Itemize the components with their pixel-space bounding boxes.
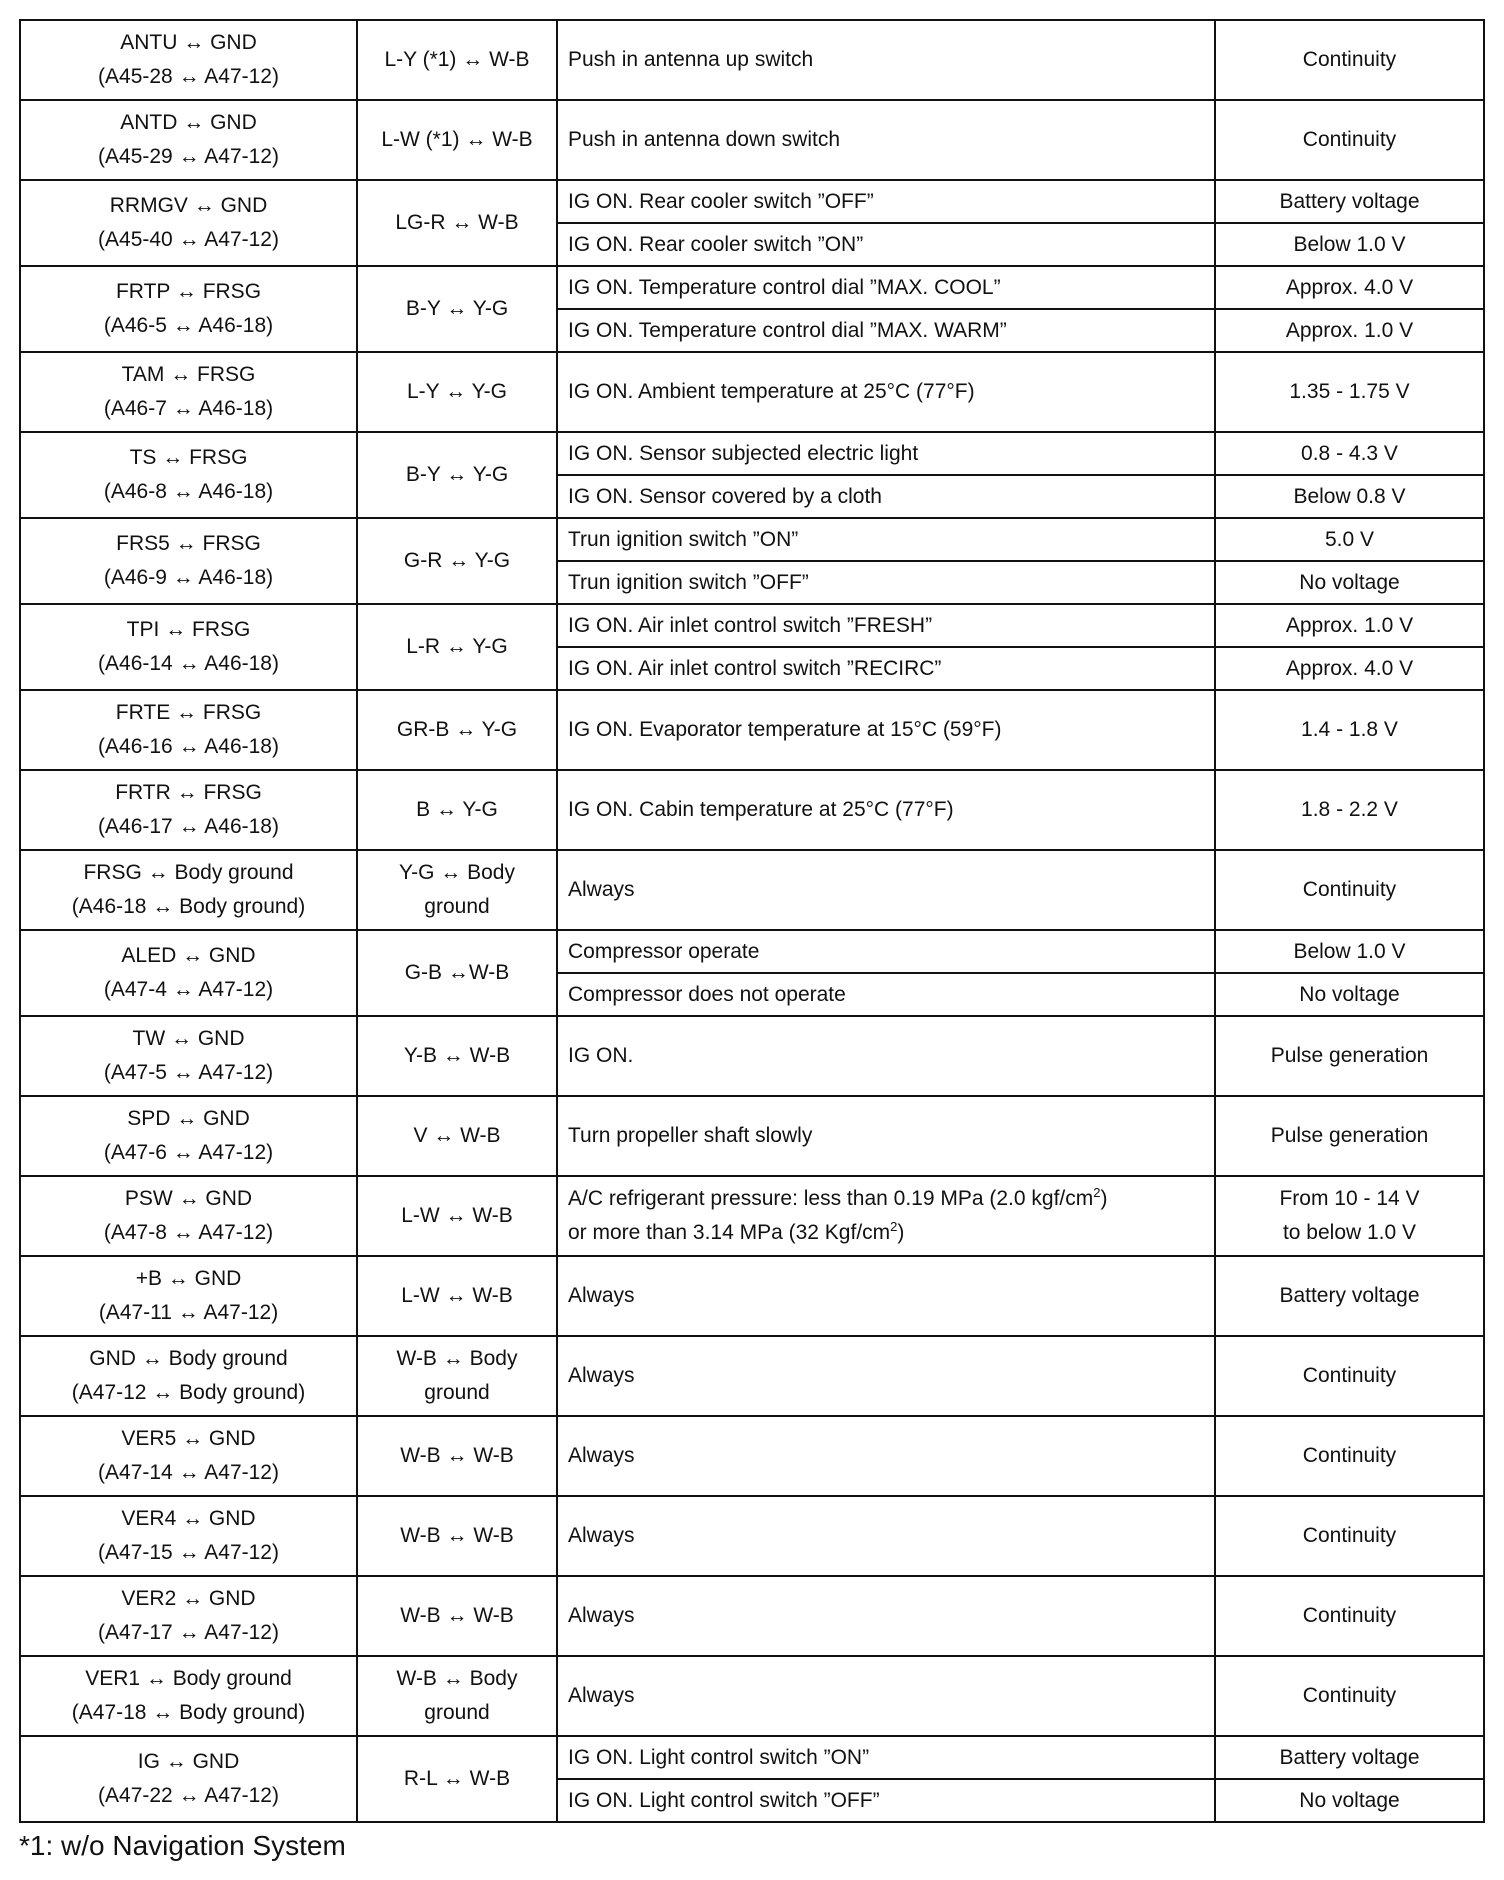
- table-row: [20, 1416, 1484, 1496]
- condition-cell: [557, 973, 1215, 1016]
- table-row: [20, 180, 1484, 223]
- cell-line: L-W (*1) ↔ W-B: [381, 128, 533, 151]
- specified-condition-cell: [1215, 309, 1484, 352]
- table-row: [20, 850, 1484, 930]
- condition-cell: [557, 266, 1215, 309]
- spec-line: 0.8 - 4.3 V: [1301, 441, 1398, 465]
- spec-line: Below 0.8 V: [1293, 484, 1406, 508]
- condition-line: Trun ignition switch ”ON”: [568, 527, 799, 551]
- cell-line: (A47-11 ↔ A47-12): [98, 1301, 279, 1324]
- condition-line: Compressor operate: [568, 939, 760, 963]
- table-row: [20, 1496, 1484, 1576]
- condition-cell: [557, 1656, 1215, 1736]
- cell-line: TW ↔ GND: [132, 1027, 245, 1050]
- condition-cell: [557, 1576, 1215, 1656]
- condition-cell: [557, 1496, 1215, 1576]
- terminal-cell: [20, 1096, 357, 1176]
- spec-line: Continuity: [1302, 878, 1397, 901]
- specified-condition-cell: [1215, 647, 1484, 690]
- condition-line: IG ON. Ambient temperature at 25°C (77°F): [568, 380, 975, 403]
- specified-condition-cell: [1215, 973, 1484, 1016]
- spec-line: Continuity: [1302, 1524, 1397, 1547]
- cell-line: SPD ↔ GND: [127, 1107, 250, 1130]
- terminal-cell: [20, 1496, 357, 1576]
- cell-line: PSW ↔ GND: [124, 1187, 253, 1210]
- wiring-color-cell: [357, 1416, 557, 1496]
- footnote: *1: w/o Navigation System: [19, 1830, 346, 1861]
- terminal-cell: [20, 1736, 357, 1822]
- cell-line: B ↔ Y-G: [416, 798, 498, 821]
- wiring-color-cell: [357, 352, 557, 432]
- spec-line: Approx. 1.0 V: [1285, 318, 1414, 342]
- condition-cell: [557, 930, 1215, 973]
- condition-line: IG ON. Evaporator temperature at 15°C (59°F): [568, 718, 1002, 741]
- cell-line: (A46-16 ↔ A46-18): [98, 735, 279, 758]
- spec-line: No voltage: [1299, 982, 1400, 1006]
- spec-line: No voltage: [1299, 570, 1400, 594]
- condition-line: Turn propeller shaft slowly: [568, 1124, 813, 1147]
- condition-line: Push in antenna down switch: [568, 128, 841, 151]
- wiring-color-cell: [357, 518, 557, 604]
- spec-line: Below 1.0 V: [1293, 939, 1406, 963]
- condition-cell: [557, 180, 1215, 223]
- cell-line: Y-G ↔ Body: [399, 861, 515, 884]
- spec-line: Continuity: [1302, 1684, 1397, 1707]
- specified-condition-cell: [1215, 180, 1484, 223]
- specified-condition-cell: [1215, 1256, 1484, 1336]
- spec-line: Battery voltage: [1279, 189, 1420, 213]
- wiring-color-cell: [357, 100, 557, 180]
- condition-cell: [557, 223, 1215, 266]
- spec-line: Approx. 4.0 V: [1285, 275, 1414, 299]
- table-row: [20, 432, 1484, 475]
- wiring-color-cell: [357, 266, 557, 352]
- terminal-cell: [20, 432, 357, 518]
- wiring-color-cell: [357, 850, 557, 930]
- cell-line: R-L ↔ W-B: [403, 1767, 511, 1790]
- cell-line: VER5 ↔ GND: [121, 1427, 256, 1450]
- table-row: [20, 604, 1484, 647]
- wiring-color-cell: [357, 1656, 557, 1736]
- cell-line: +B ↔ GND: [135, 1267, 242, 1290]
- condition-line: Always: [568, 1604, 635, 1627]
- table-row: [20, 1656, 1484, 1736]
- condition-cell: [557, 1736, 1215, 1779]
- cell-line: W-B ↔ W-B: [400, 1604, 514, 1627]
- table-body: [20, 20, 1484, 1822]
- terminal-cell: [20, 1176, 357, 1256]
- table-row: [20, 1016, 1484, 1096]
- spec-line: 1.35 - 1.75 V: [1289, 380, 1410, 403]
- table-row: [20, 930, 1484, 973]
- cell-line: (A46-14 ↔ A46-18): [98, 652, 279, 675]
- cell-line: (A46-8 ↔ A46-18): [103, 480, 274, 503]
- condition-cell: [557, 690, 1215, 770]
- terminal-cell: [20, 770, 357, 850]
- condition-line: IG ON. Sensor covered by a cloth: [568, 484, 882, 508]
- wiring-color-cell: [357, 432, 557, 518]
- condition-cell: [557, 20, 1215, 100]
- cell-line: LG-R ↔ W-B: [395, 211, 519, 234]
- cell-line: Y-B ↔ W-B: [403, 1044, 511, 1067]
- wiring-color-cell: [357, 1336, 557, 1416]
- condition-line: Always: [568, 1284, 635, 1307]
- cell-line: (A47-6 ↔ A47-12): [103, 1141, 274, 1164]
- cell-line: FRSG ↔ Body ground: [83, 861, 294, 884]
- cell-line: TPI ↔ FRSG: [126, 618, 251, 641]
- condition-cell: [557, 604, 1215, 647]
- wiring-color-cell: [357, 604, 557, 690]
- cell-line: (A47-5 ↔ A47-12): [103, 1061, 274, 1084]
- condition-cell: [557, 1256, 1215, 1336]
- cell-line: (A46-17 ↔ A46-18): [98, 815, 279, 838]
- cell-line: B-Y ↔ Y-G: [405, 297, 509, 320]
- cell-line: (A47-14 ↔ A47-12): [98, 1461, 279, 1484]
- cell-line: L-W ↔ W-B: [401, 1204, 513, 1227]
- cell-line: (A46-9 ↔ A46-18): [103, 566, 274, 589]
- wiring-color-cell: [357, 1256, 557, 1336]
- wiring-color-cell: [357, 1496, 557, 1576]
- cell-line: ground: [424, 895, 490, 918]
- condition-line: Always: [568, 1364, 635, 1387]
- condition-line: Always: [568, 878, 635, 901]
- spec-line: Approx. 4.0 V: [1285, 656, 1414, 680]
- table-row: [20, 1736, 1484, 1779]
- condition-cell: [557, 561, 1215, 604]
- cell-line: GND ↔ Body ground: [89, 1347, 288, 1370]
- condition-line: IG ON. Cabin temperature at 25°C (77°F): [568, 798, 954, 821]
- cell-line: B-Y ↔ Y-G: [405, 463, 509, 486]
- wiring-color-cell: [357, 20, 557, 100]
- condition-line: or more than 3.14 MPa (32 Kgf/$cm^2$): [568, 1219, 905, 1244]
- specified-condition-cell: [1215, 690, 1484, 770]
- specified-condition-cell: [1215, 20, 1484, 100]
- cell-line: IG ↔ GND: [137, 1750, 240, 1773]
- condition-line: Trun ignition switch ”OFF”: [568, 570, 809, 594]
- specified-condition-cell: [1215, 1416, 1484, 1496]
- cell-line: (A46-18 ↔ Body ground): [71, 895, 306, 918]
- condition-line: A/C refrigerant pressure: less than 0.19 MPa (2.0 kgf/$cm^2$): [568, 1185, 1108, 1210]
- spec-line: From 10 - 14 V: [1279, 1187, 1420, 1210]
- spec-line: Pulse generation: [1270, 1124, 1429, 1147]
- condition-cell: [557, 1779, 1215, 1822]
- condition-cell: [557, 770, 1215, 850]
- cell-line: RRMGV ↔ GND: [109, 194, 268, 217]
- condition-cell: [557, 1336, 1215, 1416]
- cell-line: ground: [424, 1381, 490, 1404]
- spec-line: 1.8 - 2.2 V: [1301, 798, 1398, 821]
- specified-condition-cell: [1215, 604, 1484, 647]
- wiring-color-cell: [357, 1096, 557, 1176]
- cell-line: L-Y ↔ Y-G: [407, 380, 507, 403]
- cell-line: FRTE ↔ FRSG: [115, 701, 262, 724]
- specified-condition-cell: [1215, 850, 1484, 930]
- condition-cell: [557, 1176, 1215, 1256]
- cell-line: L-Y (*1) ↔ W-B: [384, 48, 530, 71]
- specified-condition-cell: [1215, 223, 1484, 266]
- cell-line: ANTD ↔ GND: [120, 111, 257, 134]
- wiring-color-cell: [357, 770, 557, 850]
- table-row: [20, 20, 1484, 100]
- condition-cell: [557, 647, 1215, 690]
- cell-line: (A47-18 ↔ Body ground): [71, 1701, 306, 1724]
- cell-line: VER2 ↔ GND: [121, 1587, 256, 1610]
- cell-line: TAM ↔ FRSG: [121, 363, 256, 386]
- cell-line: ground: [424, 1701, 490, 1724]
- terminal-cell: [20, 850, 357, 930]
- wiring-color-cell: [357, 1016, 557, 1096]
- specified-condition-cell: [1215, 1336, 1484, 1416]
- terminal-cell: [20, 690, 357, 770]
- spec-line: Pulse generation: [1270, 1044, 1429, 1067]
- spec-line: Approx. 1.0 V: [1285, 613, 1414, 637]
- condition-cell: [557, 352, 1215, 432]
- wiring-color-cell: [357, 1736, 557, 1822]
- spec-line: Battery voltage: [1279, 1284, 1420, 1307]
- condition-line: IG ON. Air inlet control switch ”RECIRC”: [568, 656, 942, 680]
- condition-line: IG ON. Temperature control dial ”MAX. WARM”: [568, 318, 1007, 342]
- table-row: [20, 100, 1484, 180]
- spec-line: Continuity: [1302, 48, 1397, 71]
- cell-line: (A47-15 ↔ A47-12): [98, 1541, 279, 1564]
- specified-condition-cell: [1215, 1176, 1484, 1256]
- specified-condition-cell: [1215, 1016, 1484, 1096]
- spec-line: 1.4 - 1.8 V: [1301, 718, 1398, 741]
- terminal-cell: [20, 1256, 357, 1336]
- specified-condition-cell: [1215, 1496, 1484, 1576]
- cell-line: VER1 ↔ Body ground: [85, 1667, 292, 1690]
- cell-line: G-R ↔ Y-G: [403, 549, 511, 572]
- wiring-color-cell: [357, 1576, 557, 1656]
- terminal-cell: [20, 1656, 357, 1736]
- spec-line: Battery voltage: [1279, 1745, 1420, 1769]
- specified-condition-cell: [1215, 1576, 1484, 1656]
- cell-line: VER4 ↔ GND: [121, 1507, 256, 1530]
- condition-line: Always: [568, 1444, 635, 1467]
- wiring-color-cell: [357, 690, 557, 770]
- cell-line: (A45-40 ↔ A47-12): [98, 228, 279, 251]
- terminal-cell: [20, 20, 357, 100]
- terminal-cell: [20, 930, 357, 1016]
- condition-line: IG ON. Light control switch ”ON”: [568, 1745, 870, 1769]
- table-row: [20, 518, 1484, 561]
- condition-line: IG ON. Rear cooler switch ”OFF”: [568, 189, 874, 213]
- cell-line: G-B ↔W-B: [404, 961, 510, 984]
- table-row: [20, 770, 1484, 850]
- condition-cell: [557, 1096, 1215, 1176]
- cell-line: W-B ↔ Body: [396, 1347, 518, 1370]
- specified-condition-cell: [1215, 475, 1484, 518]
- table-row: [20, 1576, 1484, 1656]
- cell-line: W-B ↔ W-B: [400, 1444, 514, 1467]
- cell-line: (A47-22 ↔ A47-12): [98, 1784, 279, 1807]
- spec-line: Continuity: [1302, 1444, 1397, 1467]
- cell-line: W-B ↔ W-B: [400, 1524, 514, 1547]
- wiring-color-cell: [357, 180, 557, 266]
- condition-line: IG ON. Air inlet control switch ”FRESH”: [568, 613, 933, 637]
- table-row: [20, 1096, 1484, 1176]
- condition-line: IG ON. Temperature control dial ”MAX. COOL”: [568, 275, 1001, 299]
- specified-condition-cell: [1215, 1779, 1484, 1822]
- cell-line: L-W ↔ W-B: [401, 1284, 513, 1307]
- specified-condition-cell: [1215, 1656, 1484, 1736]
- condition-line: Push in antenna up switch: [568, 48, 814, 71]
- terminal-cell: [20, 1416, 357, 1496]
- condition-line: Always: [568, 1684, 635, 1707]
- spec-line: Continuity: [1302, 128, 1397, 151]
- terminal-inspection-table: [19, 19, 1483, 1823]
- terminal-cell: [20, 266, 357, 352]
- condition-cell: [557, 309, 1215, 352]
- terminal-cell: [20, 604, 357, 690]
- cell-line: FRS5 ↔ FRSG: [116, 532, 261, 555]
- specified-condition-cell: [1215, 930, 1484, 973]
- cell-line: TS ↔ FRSG: [129, 446, 248, 469]
- specified-condition-cell: [1215, 432, 1484, 475]
- terminal-cell: [20, 180, 357, 266]
- specified-condition-cell: [1215, 518, 1484, 561]
- table-row: [20, 352, 1484, 432]
- cell-line: W-B ↔ Body: [396, 1667, 518, 1690]
- cell-line: (A47-17 ↔ A47-12): [98, 1621, 279, 1644]
- terminal-cell: [20, 518, 357, 604]
- cell-line: (A47-8 ↔ A47-12): [103, 1221, 274, 1244]
- cell-line: (A47-4 ↔ A47-12): [103, 978, 274, 1001]
- condition-line: Always: [568, 1524, 635, 1547]
- condition-cell: [557, 475, 1215, 518]
- terminal-cell: [20, 100, 357, 180]
- condition-cell: [557, 518, 1215, 561]
- cell-line: L-R ↔ Y-G: [406, 635, 508, 658]
- specified-condition-cell: [1215, 266, 1484, 309]
- cell-line: (A45-29 ↔ A47-12): [98, 145, 279, 168]
- cell-line: FRTR ↔ FRSG: [115, 781, 262, 804]
- cell-line: ALED ↔ GND: [121, 944, 256, 967]
- cell-line: ANTU ↔ GND: [120, 31, 257, 54]
- condition-cell: [557, 100, 1215, 180]
- condition-cell: [557, 1016, 1215, 1096]
- cell-line: (A46-5 ↔ A46-18): [103, 314, 274, 337]
- table-row: [20, 1336, 1484, 1416]
- condition-line: Compressor does not operate: [568, 982, 846, 1006]
- condition-line: IG ON. Light control switch ”OFF”: [568, 1788, 880, 1812]
- wiring-color-cell: [357, 930, 557, 1016]
- condition-line: IG ON.: [568, 1044, 634, 1067]
- cell-line: (A47-12 ↔ Body ground): [71, 1381, 306, 1404]
- condition-cell: [557, 850, 1215, 930]
- terminal-cell: [20, 1576, 357, 1656]
- cell-line: (A45-28 ↔ A47-12): [98, 65, 279, 88]
- spec-line: No voltage: [1299, 1788, 1400, 1812]
- spec-line: 5.0 V: [1324, 527, 1375, 551]
- terminal-cell: [20, 1336, 357, 1416]
- table-row: [20, 1256, 1484, 1336]
- condition-cell: [557, 1416, 1215, 1496]
- specified-condition-cell: [1215, 100, 1484, 180]
- spec-line: to below 1.0 V: [1282, 1221, 1417, 1244]
- table-row: [20, 1176, 1484, 1256]
- specified-condition-cell: [1215, 1736, 1484, 1779]
- spec-line: Continuity: [1302, 1604, 1397, 1627]
- terminal-cell: [20, 1016, 357, 1096]
- condition-cell: [557, 432, 1215, 475]
- specified-condition-cell: [1215, 1096, 1484, 1176]
- spec-line: Below 1.0 V: [1293, 232, 1406, 256]
- wiring-color-cell: [357, 1176, 557, 1256]
- cell-line: (A46-7 ↔ A46-18): [103, 397, 274, 420]
- specified-condition-cell: [1215, 770, 1484, 850]
- spec-line: Continuity: [1302, 1364, 1397, 1387]
- cell-line: V ↔ W-B: [413, 1124, 501, 1147]
- cell-line: FRTP ↔ FRSG: [115, 280, 262, 303]
- table-row: [20, 266, 1484, 309]
- table-row: [20, 690, 1484, 770]
- condition-line: IG ON. Sensor subjected electric light: [568, 441, 919, 465]
- terminal-cell: [20, 352, 357, 432]
- specified-condition-cell: [1215, 561, 1484, 604]
- condition-line: IG ON. Rear cooler switch ”ON”: [568, 232, 864, 256]
- cell-line: GR-B ↔ Y-G: [396, 718, 518, 741]
- specified-condition-cell: [1215, 352, 1484, 432]
